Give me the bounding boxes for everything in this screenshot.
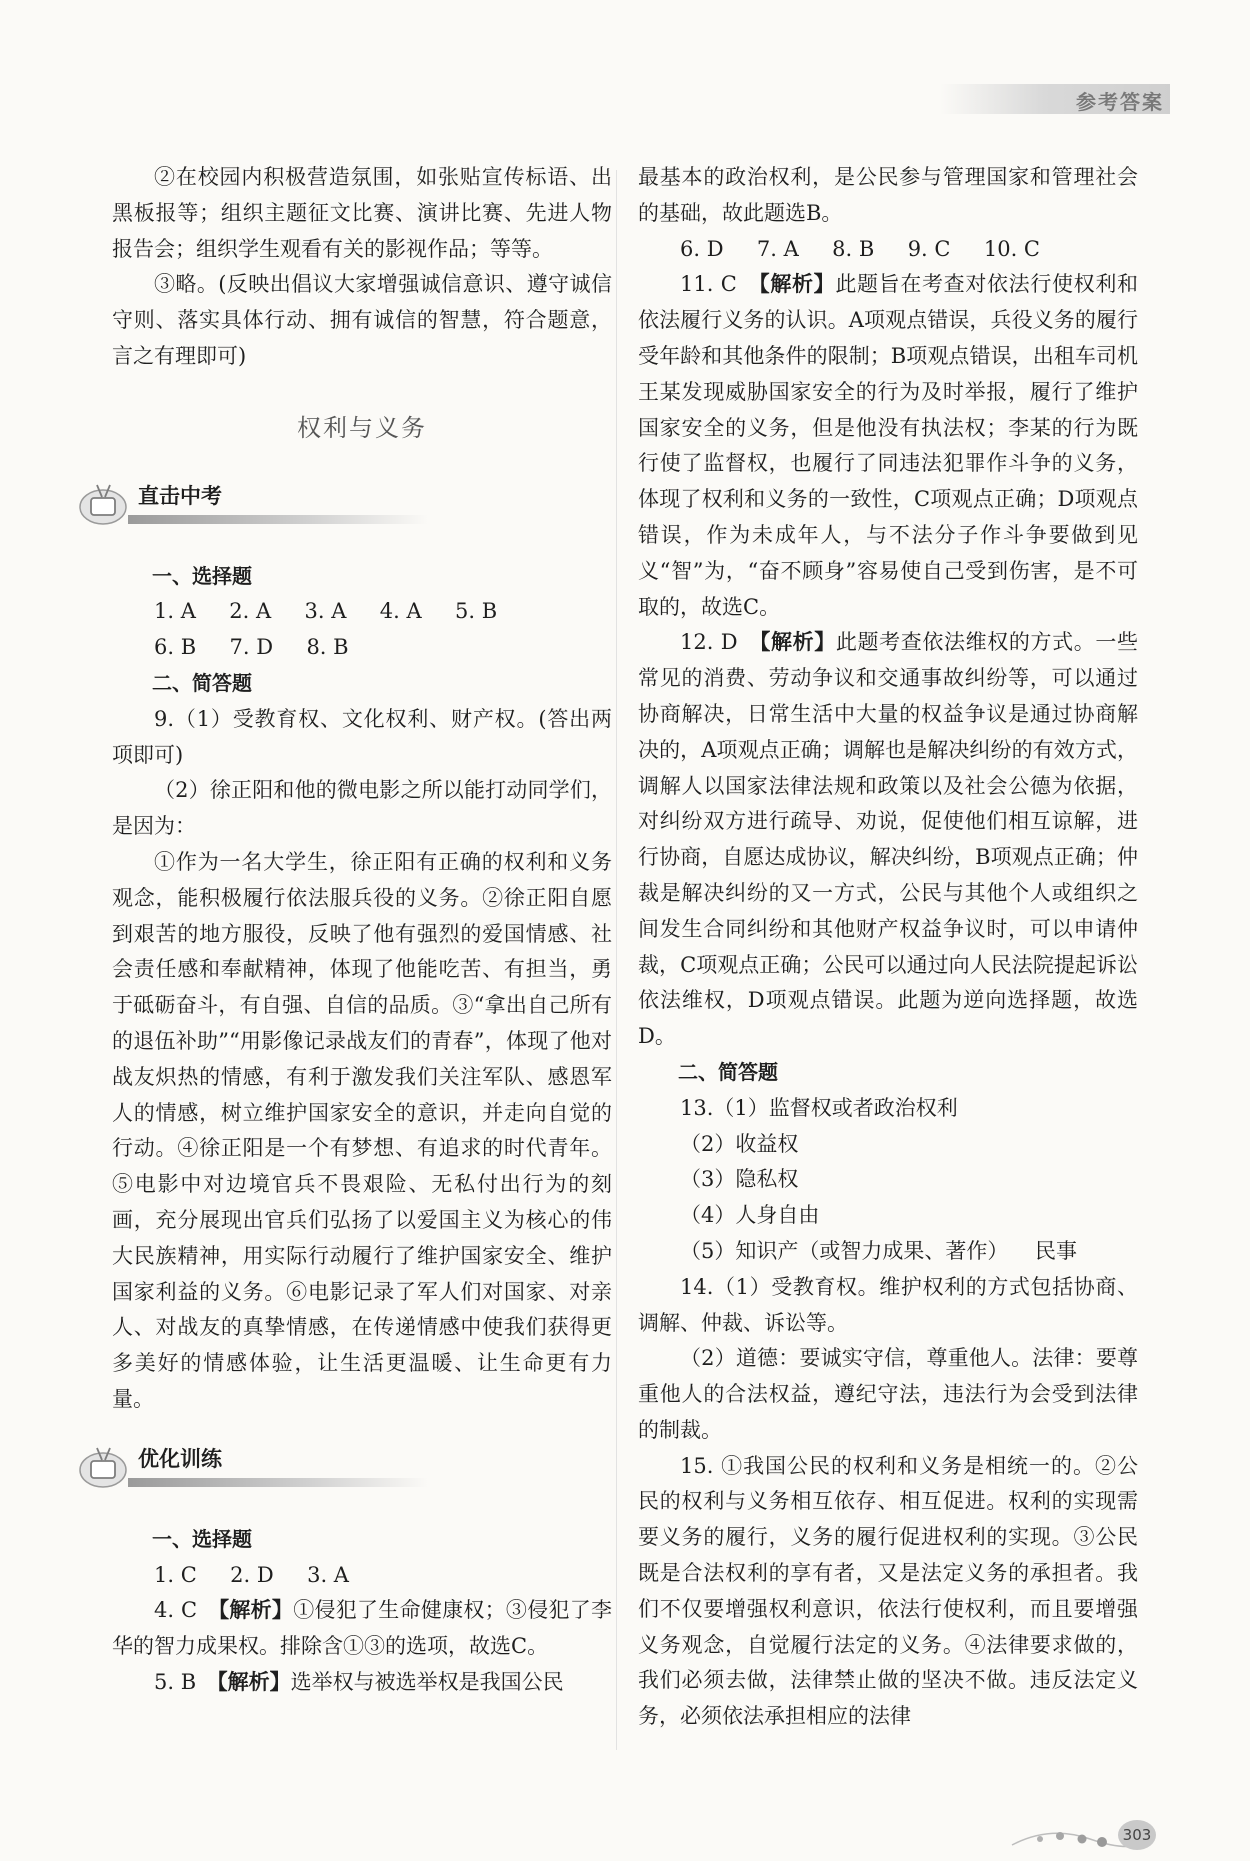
answer-paragraph-q5-continued: 最基本的政治权利，是公民参与管理国家和管理社会的基础，故此题选B。 xyxy=(638,165,1138,225)
section-heading-choice: 一、选择题 xyxy=(152,1526,252,1551)
answer-paragraph: （2）道德：要诚实守信，尊重他人。法律：要尊重他人的合法权益，遵纪守法，违法行为会受到法律的制裁。 xyxy=(638,1346,1138,1442)
analysis-text: 选举权与被选举权是我国公民 xyxy=(290,1669,564,1694)
section-heading-short-answer: 二、简答题 xyxy=(678,1059,778,1084)
question-number: 4. C xyxy=(154,1598,198,1623)
analysis-tag: 【解析】 xyxy=(759,630,836,655)
analysis-tag: 【解析】 xyxy=(759,272,836,297)
chapter-title: 权利与义务 xyxy=(297,413,427,442)
column-divider xyxy=(616,170,617,1750)
question-number: 12. D xyxy=(680,630,738,655)
banner-title: 优化训练 xyxy=(138,1446,222,1471)
section-banner-zhiji xyxy=(78,477,612,535)
question-number: 5. B xyxy=(154,1669,197,1694)
intro-paragraph-3: ③略。(反映出倡议大家增强诚信意识、遵守诚信守则、落实具体行动、拥有诚信的智慧，符合题意，言之有理即可) xyxy=(112,272,612,368)
section-heading-short-answer: 二、简答题 xyxy=(152,670,252,695)
banner-underline xyxy=(128,1478,428,1487)
answer-line: （5）知识产（或智力成果、著作） 民事 xyxy=(680,1238,1078,1263)
answer-paragraph-q12 xyxy=(638,625,1138,1055)
answer-row: 1. C 2. D 3. A xyxy=(154,1562,349,1587)
answer-line: （2）收益权 xyxy=(680,1131,799,1156)
analysis-text: ①侵犯了生命健康权；③侵犯了李华的智力成果权。排除含①③的选项，故选C。 xyxy=(112,1598,613,1659)
answer-paragraph-q4 xyxy=(112,1593,612,1665)
analysis-tag: 【解析】 xyxy=(218,1598,294,1623)
analysis-tag: 【解析】 xyxy=(217,1669,291,1694)
section-banner-youhua xyxy=(78,1440,612,1498)
answer-row: 1. A 2. A 3. A 4. A 5. B xyxy=(154,599,498,624)
intro-paragraph-2: ②在校园内积极营造氛围，如张贴宣传标语、出黑板报等；组织主题征文比赛、演讲比赛、先进人物报告会；组织学生观看有关的影视作品；等等。 xyxy=(112,165,612,261)
section-heading-choice: 一、选择题 xyxy=(152,563,252,588)
answer-paragraph-q11 xyxy=(638,267,1138,625)
header-section-label: 参考答案 xyxy=(1076,90,1164,114)
banner-underline xyxy=(128,515,428,524)
answer-paragraph-q15: 15. ①我国公民的权利和义务是相统一的。②公民的权利与义务相互依存、相互促进。权利的实现需要义务的履行，义务的履行促进权利的实现。③公民既是合法权利的享有者，又是法定义务的承担者。我们不仅要增强权利意识，依法行使权利，而且要增强义务观念，自觉履行法定的义务。④法律要求做的，我们必须去做，法律禁止做的坚决不做。违反法定义务，必须依法承担相应的法律 xyxy=(638,1453,1138,1729)
answer-paragraph: ①作为一名大学生，徐正阳有正确的权利和义务观念，能积极履行依法服兵役的义务。②徐正阳自愿到艰苦的地方服役，反映了他有强烈的爱国情感、社会责任感和奉献精神，体现了他能吃苦、有担当，勇于砥砺奋斗，有自强、自信的品质。③“拿出自己所有的退伍补助”“用影像记录战友们的青春”，体现了他对战友炽热的情感，有利于激发我们关注军队、感恩军人的情感，树立维护国家安全的意识，并走向自觉的行动。④徐正阳是一个有梦想、有追求的时代青年。⑤电影中对边境官兵不畏艰险、无私付出行为的刻画，充分展现出官兵们弘扬了以爱国主义为核心的伟大民族精神，用实际行动履行了维护国家安全、维护国家利益的义务。⑥电影记录了军人们对国家、对亲人、对战友的真挚情感，在传递情感中使我们获得更多美好的情感体验，让生活更温暖、让生命更有力量。 xyxy=(112,849,612,1411)
answer-paragraph-q5 xyxy=(112,1665,612,1701)
answer-paragraph: 9.（1）受教育权、文化权利、财产权。(答出两项即可) xyxy=(112,706,612,767)
answer-line: 13.（1）监督权或者政治权利 xyxy=(680,1095,958,1120)
banner-title: 直击中考 xyxy=(138,483,222,508)
analysis-text: 此题考查依法维权的方式。一些常见的消费、劳动争议和交通事故纠纷等，可以通过协商解决，日常生活中大量的权益争议是通过协商解决的，A项观点正确；调解也是解决纠纷的有效方式，调解人以国家法律法规和政策以及社会公德为依据，对纠纷双方进行疏导、劝说，促使他们相互谅解，进行协商，自愿达成协议，解决纠纷，B项观点正确；仲裁是解决纠纷的又一方式，公民与其他个人或组织之间发生合同纠纷和其他财产权益争议时，可以申请仲裁，C项观点正确；公民可以通过向人民法院提起诉讼依法维权，D项观点错误。此题为逆向选择题，故选D。 xyxy=(638,630,1139,1049)
answer-row: 6. D 7. A 8. B 9. C 10. C xyxy=(680,236,1040,261)
answer-paragraph: （2）徐正阳和他的微电影之所以能打动同学们，是因为： xyxy=(112,778,612,839)
answer-line: （4）人身自由 xyxy=(680,1203,820,1228)
question-number: 11. C xyxy=(680,272,737,297)
right-column xyxy=(638,160,1138,1735)
tv-icon xyxy=(78,479,128,525)
page-number: 303 xyxy=(1118,1820,1156,1850)
answer-row: 6. B 7. D 8. B xyxy=(154,635,349,660)
header-section-tab xyxy=(940,84,1170,114)
answer-line: （3）隐私权 xyxy=(680,1167,799,1192)
analysis-text: 此题旨在考查对依法行使权利和依法履行义务的认识。A项观点错误，兵役义务的履行受年龄和其他条件的限制；B项观点错误，出租车司机王某发现威胁国家安全的行为及时举报，履行了维护国家安全的义务，但是他没有执法权；李某的行为既行使了监督权，也履行了同违法犯罪作斗争的义务，体现了权利和义务的一致性，C项观点正确；D项观点错误，作为未成年人，与不法分子作斗争要做到见义“智”为，“奋不顾身”容易使自己受到伤害，是不可取的，故选C。 xyxy=(638,272,1139,619)
left-column xyxy=(112,160,612,1701)
answer-paragraph: 14.（1）受教育权。维护权利的方式包括协商、调解、仲裁、诉讼等。 xyxy=(638,1274,1138,1335)
tv-icon xyxy=(78,1442,128,1488)
